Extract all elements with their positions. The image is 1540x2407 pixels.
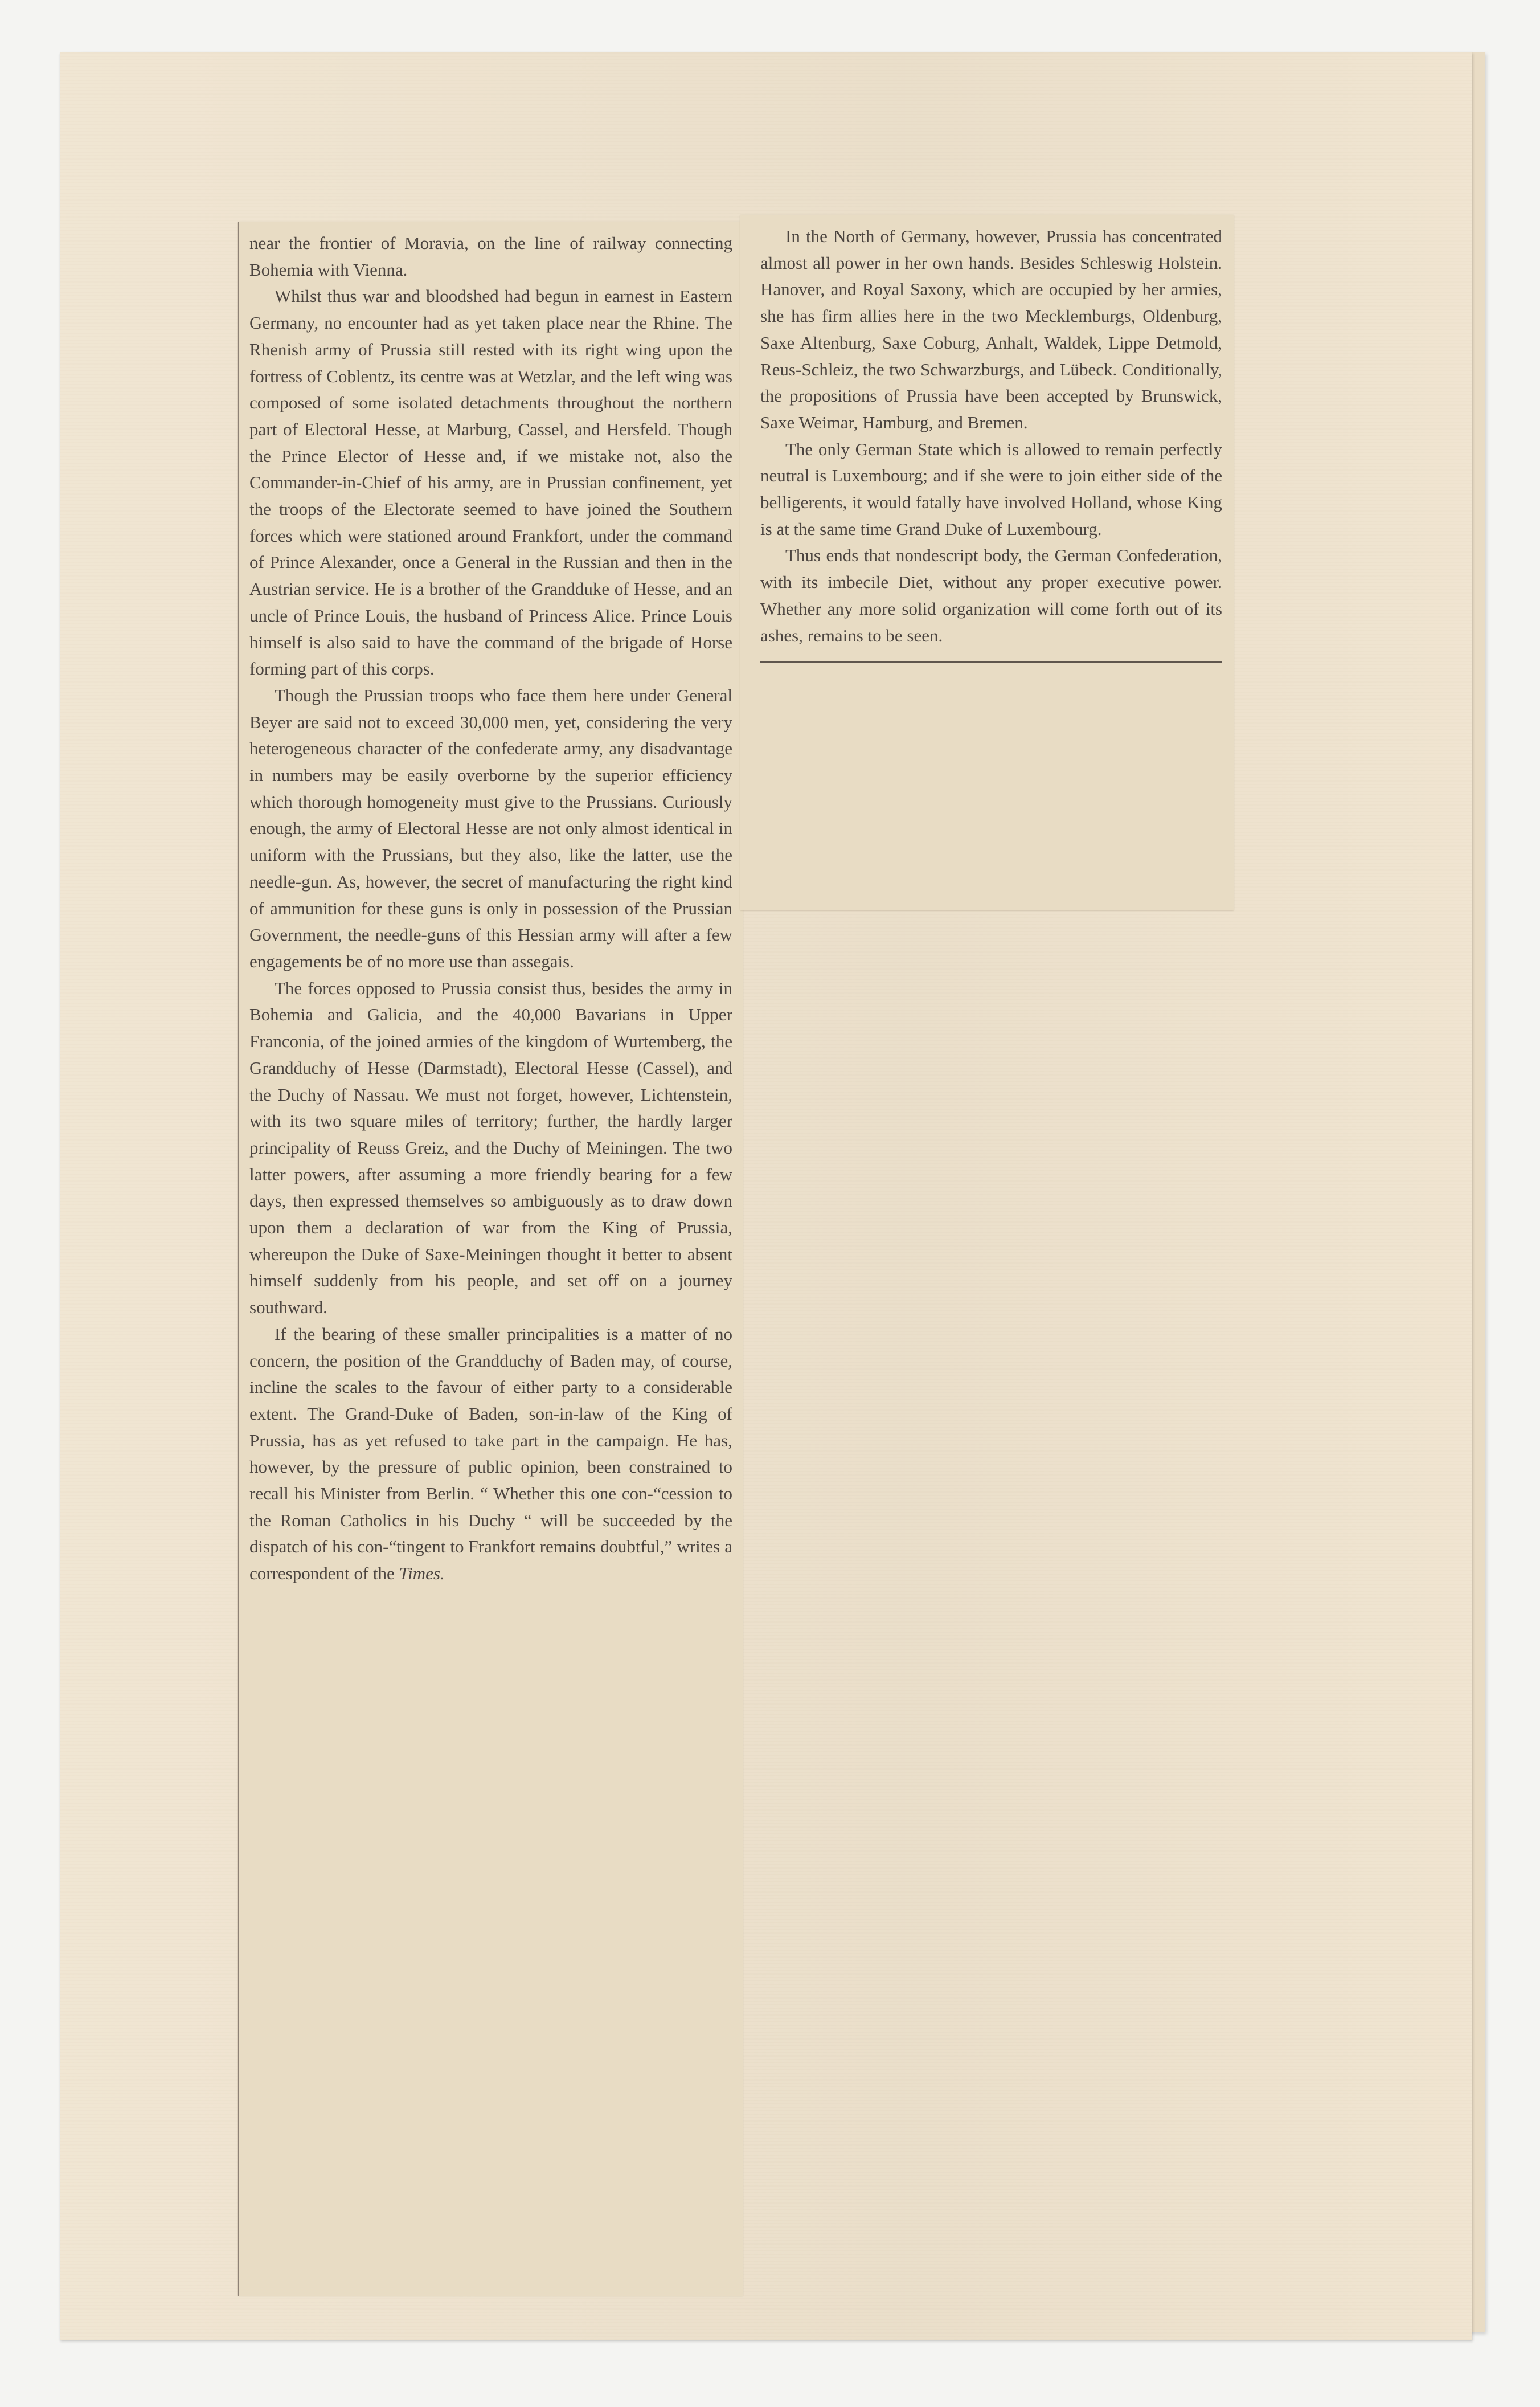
paragraph: near the frontier of Moravia, on the line of railway connecting Bohemia with Vienna.: [249, 233, 732, 280]
paragraph: In the North of Germany, however, Prussia has concentrated almost all power in her own hands. Besides Schleswig Holstein. Hanover, and Royal Saxony, which are occupied by her armies, she has firm allies here in the two Mecklemburgs, Oldenburg, Saxe Altenburg, Saxe Coburg, Anhalt, Waldek, Lippe Detmold, Reus-Schleiz, the two Schwarzburgs, and Lübeck. Conditionally, the propositions of Prussia have been accepted by Brunswick, Saxe Weimar, Hamburg, and Bremen.: [760, 226, 1222, 432]
paragraph-text: If the bearing of these smaller principalities is a matter of no concern, the position of the Grandduchy of Baden may, of course, incline the scales to the favour of either party to a considerable extent. The Grand-Duke of Baden, son-in-law of the King of Prussia, has as yet refused to take part in the campaign. He has, however, by the pressure of public opinion, been constrained to recall his Minister from Berlin. “ Whether this one con-“cession to the Roman Catholics in his Duchy “ will be succeeded by the dispatch of his con-“tingent to Frankfort remains doubtful,” writes a correspondent of the: [249, 1323, 732, 1584]
paragraph: Though the Prussian troops who face them here under General Beyer are said not to exceed 30,000 men, yet, considering the very heterogeneous character of the confederate army, any disadvantage in numbers may be easily overborne by the superior efficiency which thorough homogeneity must give to the Prussians. Curiously enough, the army of Electoral Hesse are not only almost identical in uniform with the Prussians, but they also, like the latter, use the needle-gun. As, however, the secret of manufacturing the right kind of ammunition for these guns is only in possession of the Prussian Government, the needle-guns of this Hessian army will after a few engagements be of no more use than assegais.: [249, 685, 732, 971]
paragraph: Whilst thus war and bloodshed had begun in earnest in Eastern Germany, no encounter had as yet taken place near the Rhine. The Rhenish army of Prussia still rested with its right wing upon the fortress of Coblentz, its centre was at Wetzlar, and the left wing was composed of some isolated detachments throughout the northern part of Electoral Hesse, at Marburg, Cassel, and Hersfeld. Though the Prince Elector of Hesse and, if we mistake not, also the Commander-in-Chief of his army, are in Prussian confinement, yet the troops of the Electorate seemed to have joined the Southern forces which were stationed around Frankfort, under the command of Prince Alexander, once a General in the Russian and then in the Austrian service. He is a brother of the Grandduke of Hesse, and an uncle of Prince Louis, the husband of Princess Alice. Prince Louis himself is also said to have the command of the brigade of Horse forming part of this corps.: [249, 286, 732, 679]
closing-rule: [760, 661, 1222, 665]
newspaper-clipping-left: [238, 222, 743, 2296]
paragraph: The forces opposed to Prussia consist thus, besides the army in Bohemia and Galicia, and the 40,000 Bavarians in Upper Franconia, of the joined armies of the kingdom of Wurtemberg, the Grandduchy of Hesse (Darmstadt), Electoral Hesse (Cassel), and the Duchy of Nassau. We must not forget, however, Lichtenstein, with its two square miles of territory; further, the hardly larger principality of Reuss Greiz, and the Duchy of Meiningen. The two latter powers, after assuming a more friendly bearing for a few days, then expressed themselves so ambiguously as to draw down upon them a declaration of war from the King of Prussia, whereupon the Duke of Saxe-Meiningen thought it better to absent himself suddenly from his people, and set off on a journey southward.: [249, 978, 732, 1318]
paragraph: Thus ends that nondescript body, the German Confederation, with its imbecile Diet, without any proper executive power. Whether any more solid organization will come forth out of its ashes, remains to be seen.: [760, 545, 1222, 645]
newspaper-name: Times.: [399, 1563, 445, 1584]
paragraph-last: [249, 1321, 732, 1587]
paragraph: The only German State which is allowed to remain perfectly neutral is Luxembourg; and if she were to join either side of the belligerents, it would fatally have involved Holland, whose King is at the same time Grand Duke of Luxembourg.: [760, 439, 1222, 539]
newspaper-clipping-right: [740, 215, 1234, 910]
